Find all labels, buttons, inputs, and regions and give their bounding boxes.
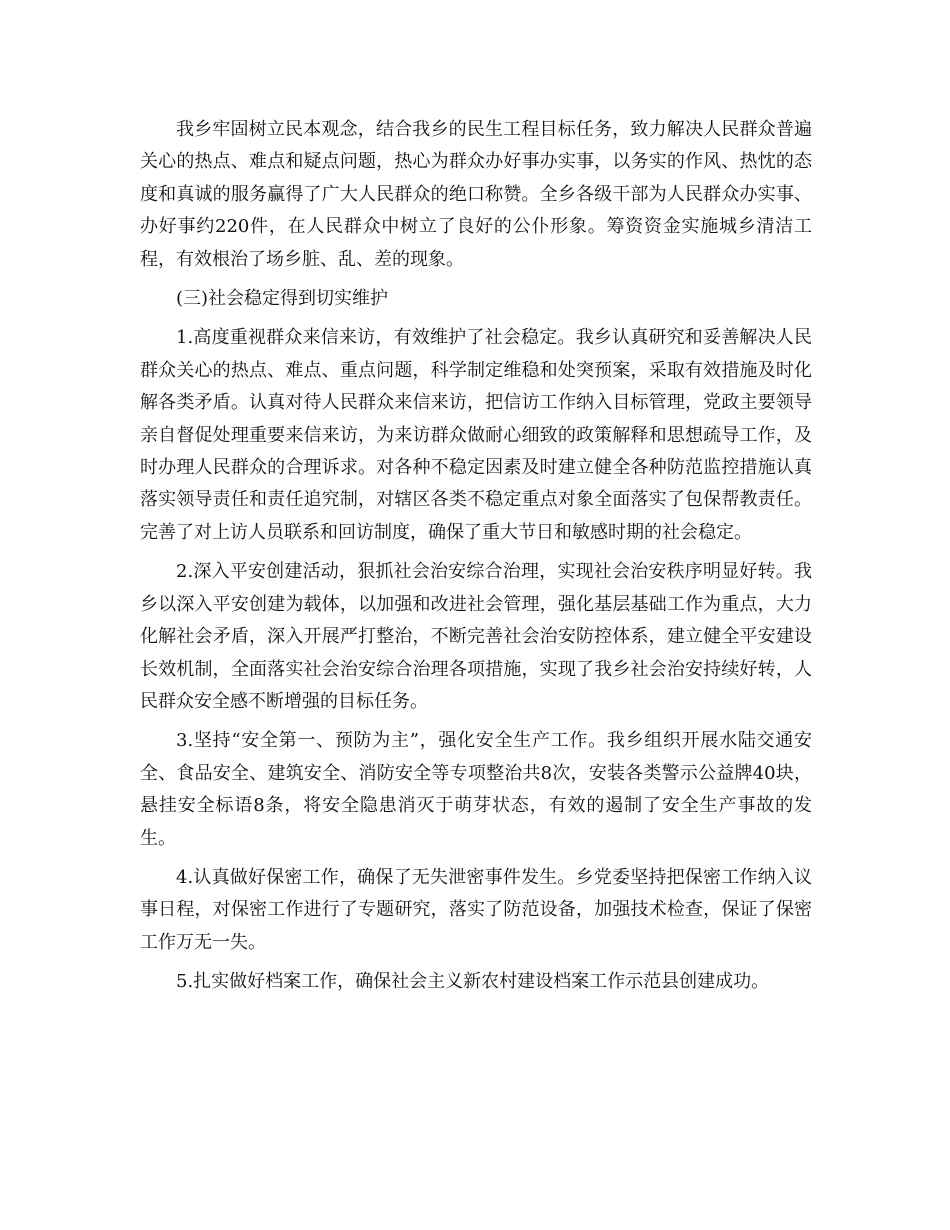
paragraph-livelihood: 我乡牢固树立民本观念，结合我乡的民生工程目标任务，致力解决人民群众普遍关心的热点、难点和疑点问题，热心为群众办好事办实事，以务实的作风、热忱的态度和真诚的服务赢得了广大人民群众的绝口称赞。全乡各级干部为人民群众办实事、办好事约220件，在人民群众中树立了良好的公仆形象。筹资资金实施城乡清洁工程，有效根治了场乡脏、乱、差的现象。 [140, 119, 812, 270]
paragraph-public-security: 2.深入平安创建活动，狠抓社会治安综合治理，实现社会治安秩序明显好转。我乡以深入平安创建为载体，以加强和改进社会管理，强化基层基础工作为重点，大力化解社会矛盾，深入开展严打整治，不断完善社会治安防控体系，建立健全平安建设长效机制，全面落实社会治安综合治理各项措施，实现了我乡社会治安持续好转，人民群众安全感不断增强的目标任务。 [140, 561, 812, 712]
paragraph-production-safety: 3.坚持“安全第一、预防为主”，强化安全生产工作。我乡组织开展水陆交通安全、食品安全、建筑安全、消防安全等专项整治共8次，安装各类警示公益牌40块，悬挂安全标语8条，将安全隐患消灭于萌芽状态，有效的遏制了安全生产事故的发生。 [140, 730, 812, 849]
paragraph-confidentiality: 4.认真做好保密工作，确保了无失泄密事件发生。乡党委坚持把保密工作纳入议事日程，对保密工作进行了专题研究，落实了防范设备，加强技术检查，保证了保密工作万无一失。 [140, 866, 812, 953]
paragraph-archives: 5.扎实做好档案工作，确保社会主义新农村建设档案工作示范县创建成功。 [176, 971, 770, 993]
paragraph-petitions: 1.高度重视群众来信来访，有效维护了社会稳定。我乡认真研究和妥善解决人民群众关心的热点、难点、重点问题，科学制定维稳和处突预案，采取有效措施及时化解各类矛盾。认真对待人民群众来信来访，把信访工作纳入目标管理，党政主要领导亲自督促处理重要来信来访，为来访群众做耐心细致的政策解释和思想疏导工作，及时办理人民群众的合理诉求。对各种不稳定因素及时建立健全各种防范监控措施认真落实领导责任和责任追究制，对辖区各类不稳定重点对象全面落实了包保帮教责任。完善了对上访人员联系和回访制度，确保了重大节日和敏感时期的社会稳定。 [140, 327, 812, 543]
document-body [140, 114, 812, 1006]
section-heading-social-stability: (三)社会稳定得到切实维护 [176, 288, 389, 310]
